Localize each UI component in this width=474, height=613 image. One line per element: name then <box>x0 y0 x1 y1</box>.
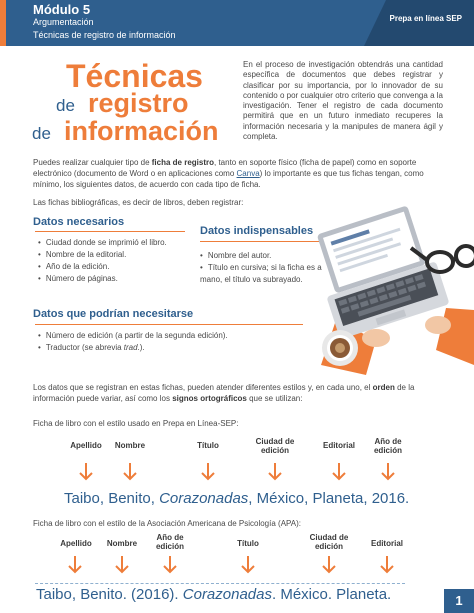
arrow-down-icon <box>322 556 336 574</box>
datos-indispensables-title: Datos indispensables <box>200 225 314 237</box>
arrow-down-icon <box>163 556 177 574</box>
example1-label-titulo: Título <box>197 441 219 450</box>
example2-label-titulo: Título <box>237 539 259 548</box>
header-logo-panel <box>364 0 474 46</box>
prepa-logo: Prepa en línea SEP <box>389 14 462 23</box>
title-line3-small: de <box>32 124 51 143</box>
list-item: • Año de la edición. <box>38 261 198 273</box>
title-line3-big: información <box>64 116 219 146</box>
item2-text-b: ). <box>139 343 145 352</box>
page-number-badge: 1 <box>444 589 474 613</box>
example1-label-editorial: Editorial <box>322 441 355 450</box>
paragraph-fichas <box>33 157 443 190</box>
laptop-illustration <box>306 190 474 385</box>
example2-cite-text-a: Taibo, Benito. (2016). <box>36 586 183 603</box>
title-line1: Técnicas <box>66 58 203 94</box>
example2-caption: Ficha de libro con el estilo de la Asociación Americana de Psicología (APA): <box>33 519 301 528</box>
right-hand-shape <box>425 316 451 334</box>
module-subtitle: Argumentación <box>33 17 94 27</box>
para3-text-c: que se utilizan: <box>246 394 303 403</box>
arrow-down-icon <box>115 556 129 574</box>
para1-bold: ficha de registro <box>151 158 214 167</box>
para3-text-b: de la información puede variar, así como los <box>33 383 415 403</box>
module-topic: Técnicas de registro de información <box>33 30 176 40</box>
header-accent-bar <box>0 0 6 46</box>
arrow-down-icon <box>268 463 282 481</box>
datos-podrian-underline <box>35 324 303 325</box>
example2-cite-title: Corazonadas <box>182 586 272 603</box>
datos-podrian-title: Datos que podrían necesitarse <box>33 308 194 320</box>
example1-cite-title: Corazonadas <box>159 490 249 507</box>
page-header <box>0 0 474 46</box>
para1-text-b: , tanto en soporte físico (ficha de papel) como en soporte electrónico (documento de Word o en aplicaciones como <box>33 158 417 178</box>
item2-italic: trad. <box>123 343 140 352</box>
datos-podrian-list <box>38 330 298 354</box>
para1-text-c: ) lo importante es que tus fichas tengan, como mínimo, los siguientes datos, de acuerdo con cada tipo de ficha. <box>33 169 424 189</box>
example1-label-ciudad: Ciudad de edición <box>255 437 295 455</box>
example2-label-ciudad: Ciudad de edición <box>309 533 349 551</box>
example2-label-nombre: Nombre <box>106 539 138 548</box>
divider <box>35 583 405 584</box>
arrow-down-icon <box>123 463 137 481</box>
list-item: • Nombre de la editorial. <box>38 249 198 261</box>
example1-cite-text-a: Taibo, Benito, <box>64 490 160 507</box>
module-title: Módulo 5 <box>33 2 91 17</box>
title-line2-big: registro <box>88 88 189 118</box>
datos-necesarios-underline <box>35 231 185 232</box>
left-hand-shape <box>362 329 390 347</box>
item2-text-a: Traductor (se abrevia <box>45 343 124 352</box>
para1-text-a: Puedes realizar cualquier tipo de <box>33 158 152 167</box>
coffee-cup-icon <box>322 330 358 366</box>
example2-label-editorial: Editorial <box>370 539 403 548</box>
arrow-down-icon <box>201 463 215 481</box>
paragraph-estilos <box>33 382 443 404</box>
canva-link[interactable]: Canva <box>236 169 260 178</box>
list-item: • Número de edición (a partir de la segunda edición). <box>38 330 298 342</box>
example1-label-anio: Año de edición <box>373 437 402 455</box>
list-item: • Ciudad donde se imprimió el libro. <box>38 237 198 249</box>
example1-label-apellido: Apellido <box>70 441 102 450</box>
paragraph-bibliograficas: Las fichas bibliográficas, es decir de libros, deben registrar: <box>33 198 244 207</box>
page-title <box>32 58 242 148</box>
example1-citation <box>64 490 409 507</box>
datos-necesarios-title: Datos necesarios <box>33 216 125 228</box>
para3-bold-signos: signos ortográficos <box>172 394 247 403</box>
list-item: • Título en cursiva; si la ficha es a mano, el título va subrayado. <box>200 262 328 286</box>
laptop-icon <box>307 202 449 339</box>
para3-text-a: Los datos que se registran en estas fichas, pueden atender diferentes estilos y, en cada uno, el <box>33 383 373 392</box>
para3-bold-orden: orden <box>372 383 395 392</box>
example2-label-anio: Año de edición <box>155 533 184 551</box>
example1-label-nombre: Nombre <box>114 441 146 450</box>
example2-citation <box>36 586 391 603</box>
example2-cite-text-b: . México. Planeta. <box>272 586 392 603</box>
list-item: • Nombre del autor. <box>200 250 328 262</box>
list-item: • Número de páginas. <box>38 273 198 285</box>
datos-necesarios-list <box>38 237 198 285</box>
arrow-down-icon <box>332 463 346 481</box>
arrow-down-icon <box>380 556 394 574</box>
arrow-down-icon <box>241 556 255 574</box>
example2-label-apellido: Apellido <box>60 539 92 548</box>
arrow-down-icon <box>79 463 93 481</box>
arrow-down-icon <box>68 556 82 574</box>
example1-cite-text-b: , México, Planeta, 2016. <box>248 490 410 507</box>
list-item <box>38 342 298 354</box>
title-line2-small: de <box>56 96 75 115</box>
example1-caption: Ficha de libro con el estilo usado en Prepa en Línea-SEP: <box>33 419 239 428</box>
arrow-down-icon <box>381 463 395 481</box>
intro-paragraph: En el proceso de investigación obtendrás una cantidad específica de documentos que debes registrar y clasificar por su importancia, por lo innovador de su contenido o por cualquier otro criterio que convenga a la investigación. Tener el registro de cada documento permitirá que en un futuro inmediato recuperes la información necesaria y la manipules de manera ágil y completa. <box>243 60 443 142</box>
